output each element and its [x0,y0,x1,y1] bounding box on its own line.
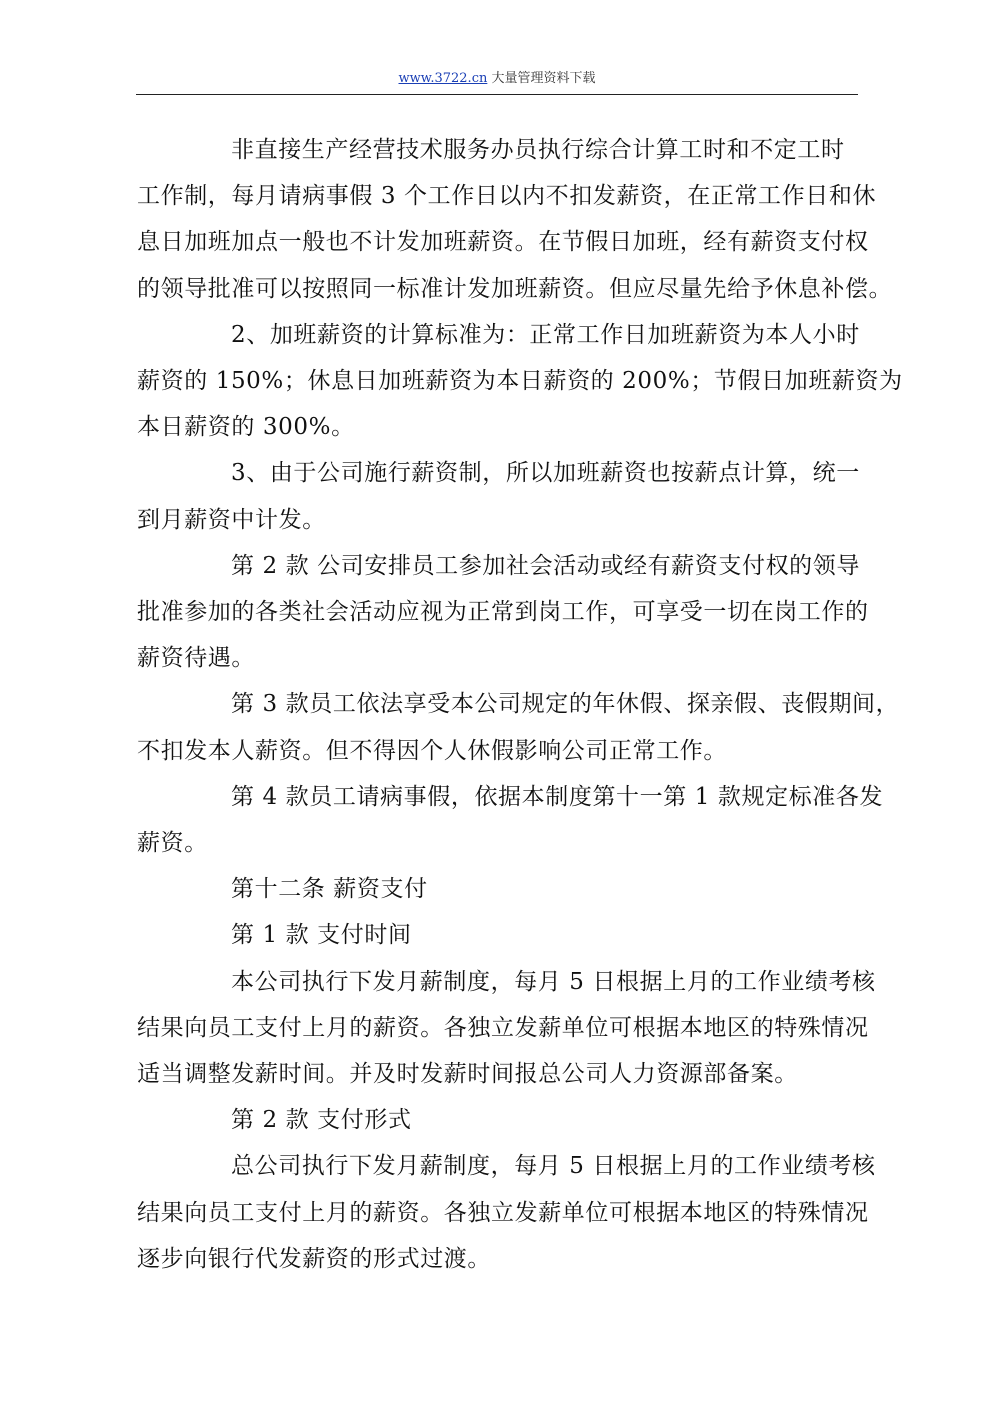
paragraph [137,312,903,451]
text-line: 第 2 款 公司安排员工参加社会活动或经有薪资支付权的领导 [231,552,860,579]
text-line: 薪资的 150%；休息日加班薪资为本日薪资的 200%；节假日加班薪资为 [137,368,903,395]
text-line: 第 4 款员工请病事假，依据本制度第十一第 1 款规定标准各发 [231,783,884,810]
text-line: 本公司执行下发月薪制度，每月 5 日根据上月的工作业绩考核 [231,968,876,995]
text-line: 到月薪资中计发。 [137,506,326,533]
text-line: 2、加班薪资的计算标准为：正常工作日加班薪资为本人小时 [231,321,860,348]
text-line: 第十二条 薪资支付 [231,876,428,903]
text-line: 第 2 款 支付形式 [231,1107,412,1134]
text-line: 的领导批准可以按照同一标准计发加班薪资。但应尽量先给予休息补偿。 [137,275,893,302]
text-line: 息日加班加点一般也不计发加班薪资。在节假日加班，经有薪资支付权 [137,229,869,256]
header-link[interactable]: www.3722.cn [398,71,488,86]
text-line: 第 1 款 支付时间 [231,922,412,949]
text-line: 适当调整发薪时间。并及时发薪时间报总公司人力资源部备案。 [137,1061,798,1088]
text-line: 本日薪资的 300%。 [137,414,355,441]
text-line: 第 3 款员工依法享受本公司规定的年休假、探亲假、丧假期间， [231,691,900,718]
paragraph [137,774,884,866]
text-line: 结果向员工支付上月的薪资。各独立发薪单位可根据本地区的特殊情况 [137,1014,869,1041]
text-line: 结果向员工支付上月的薪资。各独立发薪单位可根据本地区的特殊情况 [137,1199,869,1226]
text-line: 3、由于公司施行薪资制，所以加班薪资也按薪点计算，统一 [231,460,860,487]
text-line: 非直接生产经营技术服务办员执行综合计算工时和不定工时 [231,137,845,163]
text-line: 批准参加的各类社会活动应视为正常到岗工作，可享受一切在岗工作的 [137,599,869,626]
text-line: 工作制，每月请病事假 3 个工作日以内不扣发薪资，在正常工作日和休 [137,183,877,210]
document-body [137,127,903,1282]
paragraph [137,543,869,682]
page-header [136,70,858,95]
text-line: 不扣发本人薪资。但不得因个人休假影响公司正常工作。 [137,737,727,764]
text-line: 薪资。 [137,830,208,857]
text-line: 总公司执行下发月薪制度，每月 5 日根据上月的工作业绩考核 [231,1153,876,1180]
section-heading [137,866,859,912]
paragraph [137,127,893,312]
header-caption: 大量管理资料下载 [487,71,596,86]
paragraph [137,959,876,1098]
paragraph [137,450,859,542]
text-line: 薪资待遇。 [137,645,255,672]
clause-heading [137,912,859,958]
text-line: 逐步向银行代发薪资的形式过渡。 [137,1245,491,1272]
clause-heading [137,1097,859,1143]
paragraph [137,1143,876,1282]
paragraph [137,681,900,773]
